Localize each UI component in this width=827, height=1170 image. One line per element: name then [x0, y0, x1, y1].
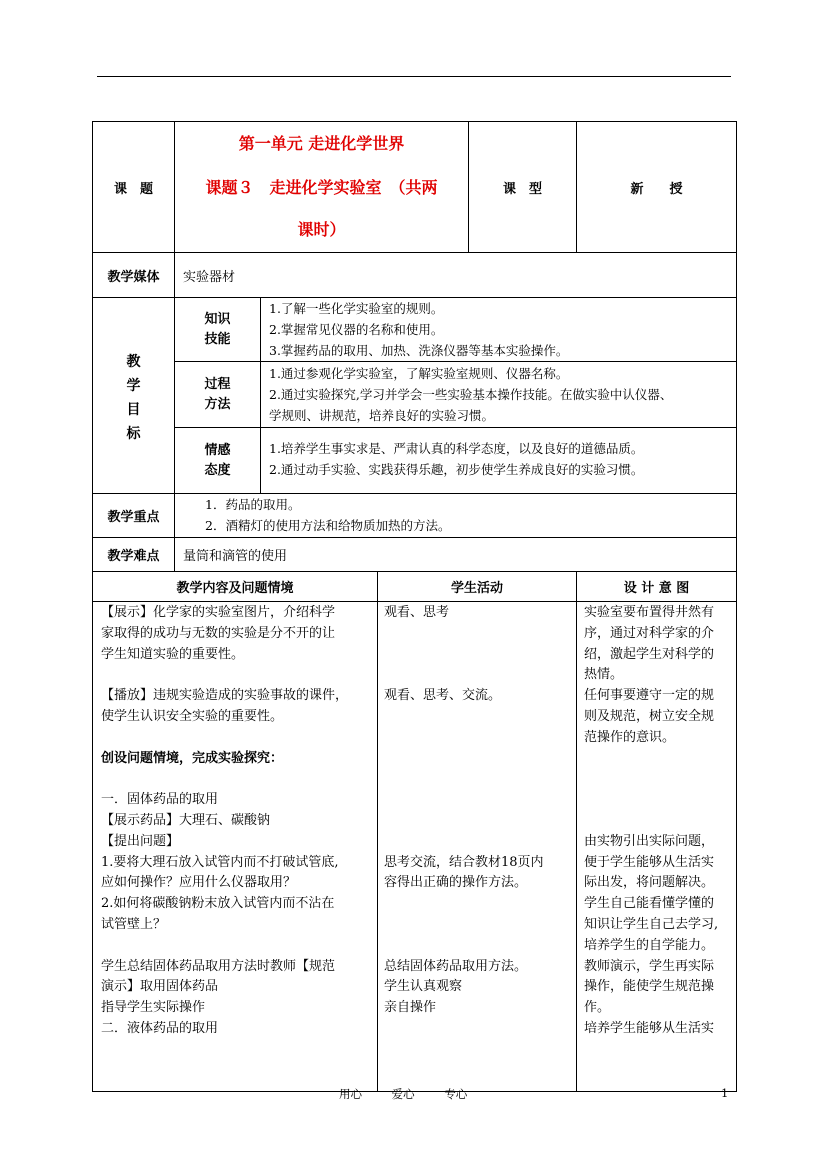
intent-line: 热情。 — [584, 667, 624, 683]
activity-line — [384, 915, 576, 936]
intent-header: 设 计 意 图 — [623, 581, 690, 596]
intent-line: 范操作的意识。 — [584, 729, 676, 745]
intent-line — [584, 769, 736, 790]
activity-line — [384, 894, 576, 915]
media-value: 实验器材 — [175, 253, 736, 298]
activity-line — [384, 811, 576, 832]
activity-line: 观看、思考 — [384, 605, 450, 620]
intent-line: 由实物引出实际问题， — [584, 833, 715, 849]
type-label: 课 型 — [469, 122, 577, 253]
intent-line: 便于学生能够从生活实 — [584, 854, 715, 870]
activity-line — [384, 707, 576, 728]
intent-line: 实验室要布置得井然有 — [584, 605, 715, 620]
activity-line: 总结固体药品取用方法。 — [384, 958, 528, 974]
content-line — [101, 728, 377, 749]
intent-line: 作。 — [584, 1000, 611, 1016]
table-upper — [93, 122, 736, 572]
columns-header-row — [93, 572, 736, 602]
content-line: 1.要将大理石放入试管内而不打破试管底, — [101, 854, 339, 870]
activity-line — [384, 790, 576, 811]
content-line: 【展示】化学家的实验室图片，介绍科学 — [101, 605, 336, 620]
activity-line — [384, 936, 576, 957]
intent-line: 际出发，将问题解决。 — [584, 875, 715, 891]
activity-line — [384, 1019, 576, 1040]
page-number: 1 — [721, 1086, 729, 1100]
activity-line — [384, 624, 576, 645]
media-label: 教学媒体 — [93, 253, 175, 298]
content-line — [101, 936, 377, 957]
intent-line: 绍，激起学生对科学的 — [584, 646, 715, 662]
content-line: 二．液体药品的取用 — [101, 1020, 219, 1036]
key-points-items: 1．药品的取用。 2．酒精灯的使用方法和给物质加热的方法。 — [175, 494, 736, 538]
process-label: 过程 方法 — [175, 362, 261, 428]
activity-line — [384, 832, 576, 853]
content-line: 使学生认识安全实验的重要性。 — [101, 708, 284, 724]
difficulties-value: 量筒和滴管的使用 — [175, 538, 736, 572]
activity-line — [384, 749, 576, 770]
intent-line: 学生自己能看懂学懂的 — [584, 896, 715, 912]
content-line — [101, 769, 377, 790]
intent-line: 则及规范，树立安全规 — [584, 708, 715, 724]
activity-line — [384, 645, 576, 666]
activity-header: 学生活动 — [378, 572, 577, 601]
key-points-label: 教学重点 — [93, 494, 175, 538]
footer-motto: 用心 爱心 专心 — [339, 1087, 468, 1101]
content-line: 【播放】违规实验造成的实验事故的课件， — [101, 688, 349, 704]
type-value: 新 授 — [577, 122, 736, 253]
content-line: 学生总结固体药品取用方法时教师【规范 — [101, 958, 336, 974]
content-line: 试管壁上？ — [101, 916, 167, 932]
process-items: 1.通过参观化学实验室，了解实验室规则、仪器名称。 2.通过实验探究,学习并学会一些实验基本操作技能。在做实验中认仪器、 学规则、讲规范，培养良好的实验习惯。 — [261, 362, 736, 428]
objectives-label: 教 学 目 标 — [93, 298, 175, 494]
content-line: 学生知道实验的重要性。 — [101, 646, 245, 662]
header-rule — [97, 76, 731, 77]
content-line: 2.如何将碳酸钠粉末放入试管内而不沾在 — [101, 896, 335, 912]
content-line: 【提出问题】 — [101, 833, 180, 849]
content-line: 一．固体药品的取用 — [101, 792, 219, 808]
content-line: 【展示药品】大理石、碳酸钠 — [101, 812, 271, 828]
content-line: 家取得的成功与无数的实验是分不开的让 — [101, 625, 336, 641]
content-line: 指导学生实际操作 — [101, 1000, 206, 1016]
intent-line — [584, 749, 736, 770]
intent-line: 操作，能使学生规范操 — [584, 979, 715, 995]
content-line: 应如何操作？应用什么仪器取用？ — [101, 875, 297, 891]
activity-line: 思考交流，结合教材18页内 — [384, 854, 544, 870]
activity-column — [378, 602, 577, 1091]
intent-line: 培养学生的自学能力。 — [584, 937, 715, 953]
intent-line — [584, 790, 736, 811]
difficulties-label: 教学难点 — [93, 538, 175, 572]
knowledge-items: 1.了解一些化学实验室的规则。 2.掌握常见仪器的名称和使用。 3.掌握药品的取用、加热、洗涤仪器等基本实验操作。 — [261, 298, 736, 362]
content-column — [93, 602, 378, 1091]
knowledge-label: 知识 技能 — [175, 298, 261, 362]
intent-column — [577, 602, 736, 1091]
activity-line: 学生认真观察 — [384, 979, 463, 995]
content-line: 演示】取用固体药品 — [101, 979, 219, 995]
content-header: 教学内容及问题情境 — [93, 572, 378, 601]
lesson-plan-table — [92, 121, 737, 1092]
lesson-title-cont: 课时） — [297, 220, 346, 239]
activity-line: 观看、思考、交流。 — [384, 688, 502, 704]
activity-line — [384, 728, 576, 749]
intent-line — [584, 811, 736, 832]
activity-line — [384, 769, 576, 790]
content-line: 创设问题情境，完成实验探究： — [101, 750, 284, 766]
attitude-label: 情感 态度 — [175, 428, 261, 494]
intent-line: 任何事要遵守一定的规 — [584, 688, 715, 704]
lesson-title: 课题３ 走进化学实验室 （共两 — [205, 178, 438, 197]
content-line — [101, 665, 377, 686]
activity-line: 亲自操作 — [384, 1000, 437, 1016]
lesson-title-cell — [175, 122, 469, 253]
intent-line: 培养学生能够从生活实 — [584, 1020, 715, 1036]
lesson-label: 课 题 — [93, 122, 175, 253]
activity-line — [384, 665, 576, 686]
columns-body — [93, 602, 736, 1091]
activity-line: 容得出正确的操作方法。 — [384, 875, 528, 891]
intent-line: 知识让学生自己去学习, — [584, 916, 719, 932]
intent-line: 教师演示，学生再实际 — [584, 958, 715, 974]
intent-line: 序，通过对科学家的介 — [584, 625, 715, 641]
attitude-items: 1.培养学生事实求是、严肃认真的科学态度，以及良好的道德品质。 2.通过动手实验、实践获得乐趣，初步使学生养成良好的实验习惯。 — [261, 428, 736, 494]
unit-title: 第一单元 走进化学世界 — [238, 134, 405, 153]
